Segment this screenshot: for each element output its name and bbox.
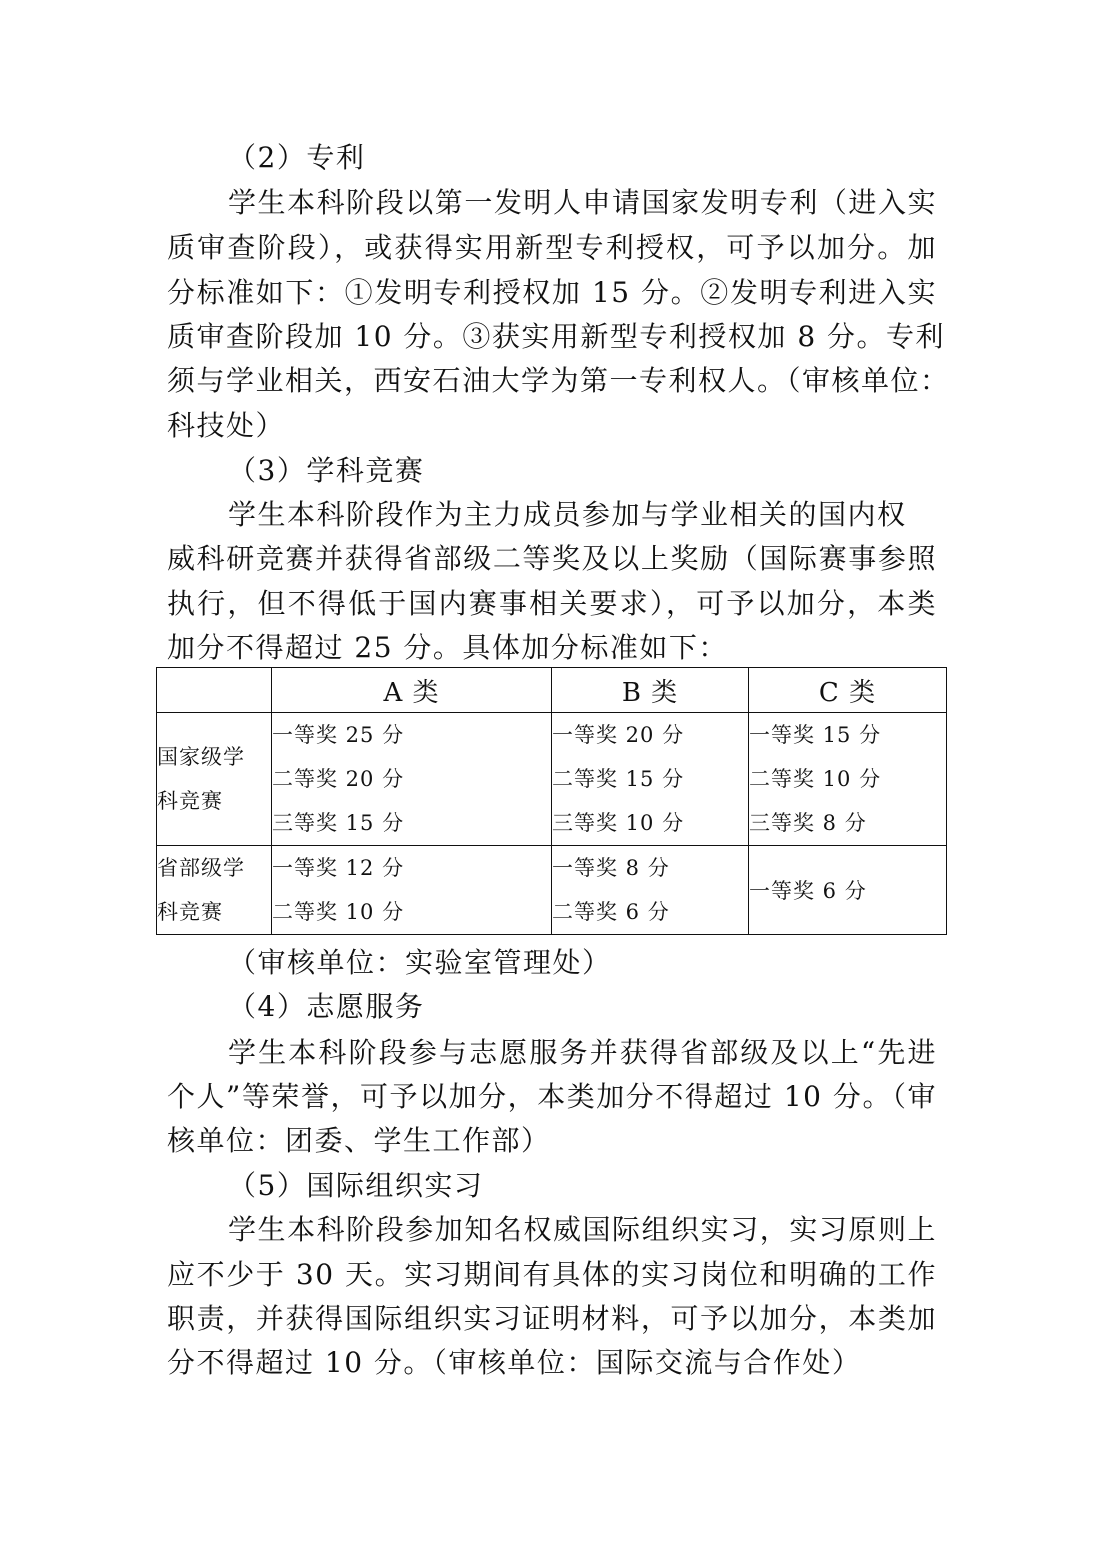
paragraph-line: 分不得超过 10 分。（审核单位：国际交流与合作处） (167, 1346, 862, 1379)
section-heading-internship: （5）国际组织实习 (228, 1169, 484, 1202)
row-label-line: 省部级学 (157, 856, 245, 880)
section-heading-competition: （3）学科竞赛 (228, 454, 425, 487)
cell-national-a (272, 713, 552, 846)
award-score-table (156, 667, 947, 935)
award-entry: 二等奖 20 分 (272, 767, 405, 791)
table-header-class-b: B 类 (552, 668, 749, 713)
award-entry: 三等奖 8 分 (749, 811, 867, 835)
paragraph-line: 核单位：团委、学生工作部） (167, 1124, 551, 1157)
audit-unit-competition: （审核单位：实验室管理处） (228, 946, 612, 979)
paragraph-line: 个人”等荣誉，可予以加分，本类加分不得超过 10 分。（审 (167, 1080, 937, 1113)
award-entry: 二等奖 6 分 (552, 900, 670, 924)
award-entry: 一等奖 25 分 (272, 723, 405, 747)
paragraph-line: 加分不得超过 25 分。具体加分标准如下： (167, 631, 728, 664)
award-entry: 三等奖 15 分 (272, 811, 405, 835)
row-label-line: 科竞赛 (157, 900, 223, 924)
table-header-corner (157, 668, 272, 713)
table-row-national (157, 713, 947, 846)
award-entry: 三等奖 10 分 (552, 811, 685, 835)
award-entry: 一等奖 8 分 (552, 856, 670, 880)
award-entry: 一等奖 15 分 (749, 723, 882, 747)
award-entry: 一等奖 20 分 (552, 723, 685, 747)
paragraph-line: 学生本科阶段参与志愿服务并获得省部级及以上“先进 (228, 1036, 937, 1069)
cell-national-b (552, 713, 749, 846)
cell-national-c (749, 713, 947, 846)
row-label-line: 科竞赛 (157, 789, 223, 813)
paragraph-line: 质审查阶段加 10 分。③获实用新型专利授权加 8 分。专利 (167, 320, 946, 353)
paragraph-line: 威科研竞赛并获得省部级二等奖及以上奖励（国际赛事参照 (167, 542, 937, 575)
paragraph-line: 应不少于 30 天。实习期间有具体的实习岗位和明确的工作 (167, 1258, 937, 1291)
cell-provincial-a (272, 846, 552, 935)
paragraph-line: 质审查阶段），或获得实用新型专利授权，可予以加分。加 (167, 231, 937, 264)
cell-provincial-c: 一等奖 6 分 (749, 846, 947, 935)
award-entry: 一等奖 12 分 (272, 856, 405, 880)
paragraph-line: 学生本科阶段作为主力成员参加与学业相关的国内权 (228, 498, 907, 531)
paragraph-line: 学生本科阶段以第一发明人申请国家发明专利（进入实 (228, 186, 937, 219)
award-entry: 二等奖 10 分 (749, 767, 882, 791)
paragraph-line: 学生本科阶段参加知名权威国际组织实习，实习原则上 (228, 1213, 937, 1246)
table-header-class-c: C 类 (749, 668, 947, 713)
award-entry: 二等奖 10 分 (272, 900, 405, 924)
row-label-line: 国家级学 (157, 745, 245, 769)
paragraph-line: 科技处） (167, 409, 286, 442)
row-label-provincial (157, 846, 272, 935)
paragraph-line: 分标准如下：①发明专利授权加 15 分。②发明专利进入实 (167, 276, 937, 309)
award-entry: 二等奖 15 分 (552, 767, 685, 791)
paragraph-line: 执行，但不得低于国内赛事相关要求），可予以加分，本类 (167, 587, 937, 620)
table-header-row (157, 668, 947, 713)
row-label-national (157, 713, 272, 846)
paragraph-line: 职责，并获得国际组织实习证明材料，可予以加分，本类加 (167, 1302, 937, 1335)
paragraph-line: 须与学业相关，西安石油大学为第一专利权人。（审核单位： (167, 364, 950, 397)
section-heading-patent: （2）专利 (228, 141, 366, 174)
table-row-provincial (157, 846, 947, 935)
cell-provincial-b (552, 846, 749, 935)
table-header-class-a: A 类 (272, 668, 552, 713)
section-heading-volunteer: （4）志愿服务 (228, 990, 425, 1023)
